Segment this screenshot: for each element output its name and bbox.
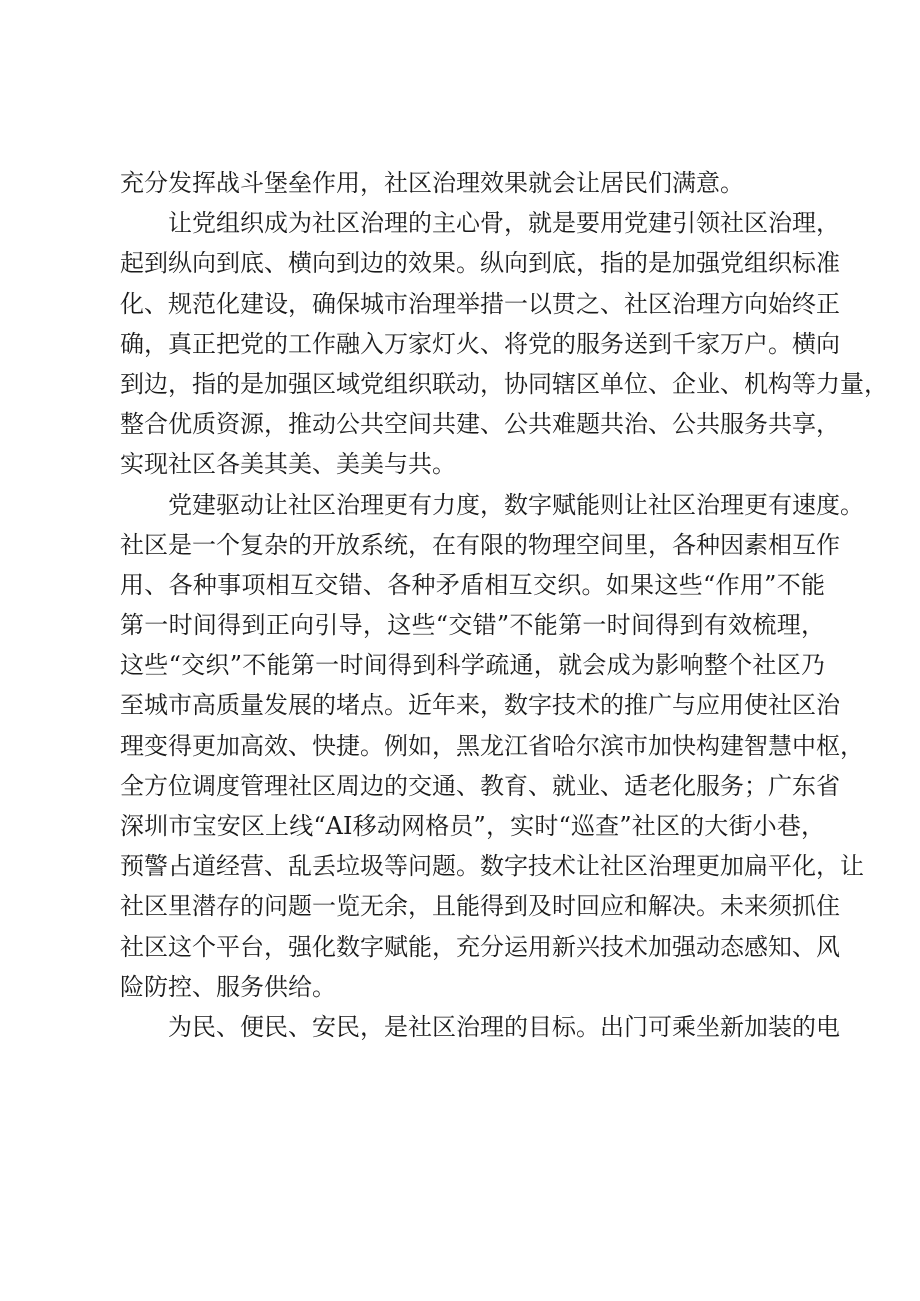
text-line: 用、各种事项相互交错、各种矛盾相互交织。如果这些“作用”不能	[120, 570, 825, 599]
text-line: 化、规范化建设，确保城市治理举措一以贯之、社区治理方向始终正	[120, 289, 840, 318]
text-line: 这些“交织”不能第一时间得到科学疏通，就会成为影响整个社区乃	[120, 651, 825, 680]
text-line: 预警占道经营、乱丢垃圾等问题。数字技术让社区治理更加扁平化，让	[120, 852, 864, 881]
paragraph-first-line: 为民、便民、安民，是社区治理的目标。出门可乘坐新加装的电	[168, 1012, 840, 1041]
text-line: 实现社区各美其美、美美与共。	[120, 450, 456, 479]
text-line: 充分发挥战斗堡垒作用，社区治理效果就会让居民们满意。	[120, 169, 744, 197]
text-line: 起到纵向到底、横向到边的效果。纵向到底，指的是加强党组织标准	[120, 249, 840, 278]
text-line: 险防控、服务供给。	[120, 972, 336, 1001]
text-line: 第一时间得到正向引导，这些“交错”不能第一时间得到有效梳理，	[120, 611, 825, 640]
text-line: 深圳市宝安区上线“AI移动网格员”，实时“巡查”社区的大街小巷，	[120, 812, 825, 840]
text-line: 理变得更加高效、快捷。例如，黑龙江省哈尔滨市加快构建智慧中枢，	[120, 731, 864, 760]
text-line: 社区是一个复杂的开放系统，在有限的物理空间里，各种因素相互作	[120, 530, 840, 559]
text-line: 确，真正把党的工作融入万家灯火、将党的服务送到千家万户。横向	[120, 329, 840, 358]
text-line: 至城市高质量发展的堵点。近年来，数字技术的推广与应用使社区治	[120, 691, 840, 720]
text-line: 全方位调度管理社区周边的交通、教育、就业、适老化服务；广东省	[120, 771, 840, 800]
paragraph-first-line: 让党组织成为社区治理的主心骨，就是要用党建引领社区治理，	[168, 209, 840, 238]
text-line: 社区里潜存的问题一览无余，且能得到及时回应和解决。未来须抓住	[120, 892, 840, 921]
text-line: 整合优质资源，推动公共空间共建、公共难题共治、公共服务共享，	[120, 410, 840, 439]
text-line: 到边，指的是加强区域党组织联动，协同辖区单位、企业、机构等力量，	[120, 369, 888, 398]
paragraph-first-line: 党建驱动让社区治理更有力度，数字赋能则让社区治理更有速度。	[168, 490, 864, 519]
body-text	[120, 163, 888, 1047]
text-line: 社区这个平台，强化数字赋能，充分运用新兴技术加强动态感知、风	[120, 932, 840, 961]
